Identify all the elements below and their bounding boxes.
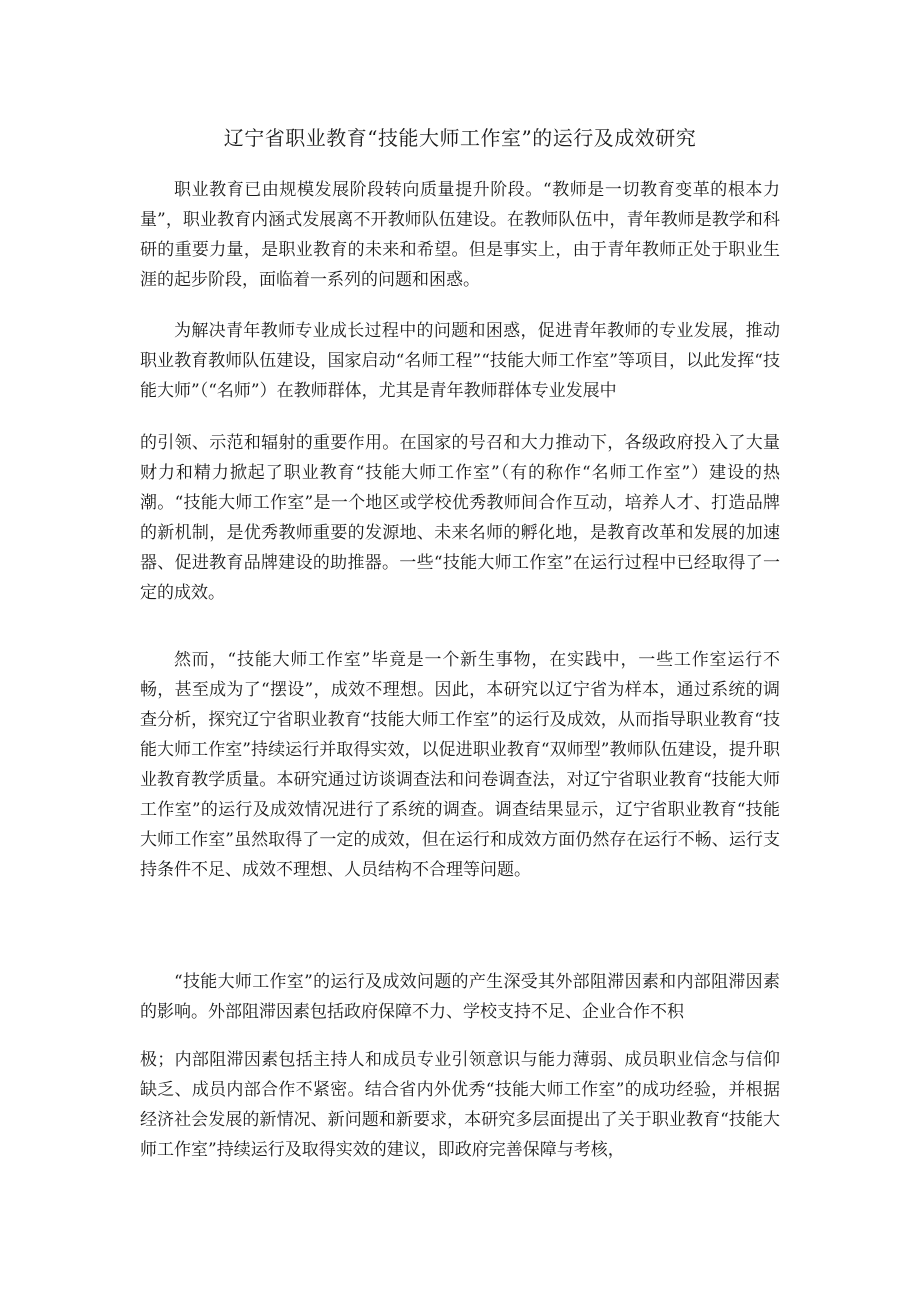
- document-title: 辽宁省职业教育“技能大师工作室”的运行及成效研究: [223, 126, 697, 150]
- paragraph-2: 为解决青年教师专业成长过程中的问题和困惑，促进青年教师的专业发展，推动职业教育教师队伍建设，国家启动“名师工程”“技能大师工作室”等项目，以此发挥“技能大师”（“名师”）在教师群体，尤其是青年教师群体专业发展中: [140, 321, 780, 401]
- paragraph-6: 极；内部阻滞因素包括主持人和成员专业引领意识与能力薄弱、成员职业信念与信仰缺乏、成员内部合作不紧密。结合省内外优秀“技能大师工作室”的成功经验，并根据经济社会发展的新情况、新问题和新要求，本研究多层面提出了关于职业教育“技能大师工作室”持续运行及取得实效的建议，即政府完善保障与考核，: [140, 1050, 780, 1160]
- paragraph-5: “技能大师工作室”的运行及成效问题的产生深受其外部阻滞因素和内部阻滞因素的影响。外部阻滞因素包括政府保障不力、学校支持不足、企业合作不积: [140, 972, 780, 1022]
- paragraph-1: 职业教育已由规模发展阶段转向质量提升阶段。“教师是一切教育变革的根本力量”，职业教育内涵式发展离不开教师队伍建设。在教师队伍中，青年教师是教学和科研的重要力量，是职业教育的未来和希望。但是事实上，由于青年教师正处于职业生涯的起步阶段，面临着一系列的问题和困惑。: [140, 180, 780, 290]
- paragraph-4: 然而，“技能大师工作室”毕竟是一个新生事物，在实践中，一些工作室运行不畅，甚至成为了“摆设”，成效不理想。因此，本研究以辽宁省为样本，通过系统的调查分析，探究辽宁省职业教育“技能大师工作室”的运行及成效，从而指导职业教育“技能大师工作室”持续运行并取得实效，以促进职业教育“双师型”教师队伍建设，提升职业教育教学质量。本研究通过访谈调查法和问卷调查法，对辽宁省职业教育“技能大师工作室”的运行及成效情况进行了系统的调查。调查结果显示，辽宁省职业教育“技能大师工作室”虽然取得了一定的成效，但在运行和成效方面仍然存在运行不畅、运行支持条件不足、成效不理想、人员结构不合理等问题。: [140, 650, 780, 880]
- paragraph-3: 的引领、示范和辐射的重要作用。在国家的号召和大力推动下，各级政府投入了大量财力和精力掀起了职业教育“技能大师工作室”（有的称作“名师工作室”）建设的热潮。“技能大师工作室”是一个地区或学校优秀教师间合作互动，培养人才、打造品牌的新机制，是优秀教师重要的发源地、未来名师的孵化地，是教育改革和发展的加速器、促进教育品牌建设的助推器。一些“技能大师工作室”在运行过程中已经取得了一定的成效。: [140, 433, 780, 603]
